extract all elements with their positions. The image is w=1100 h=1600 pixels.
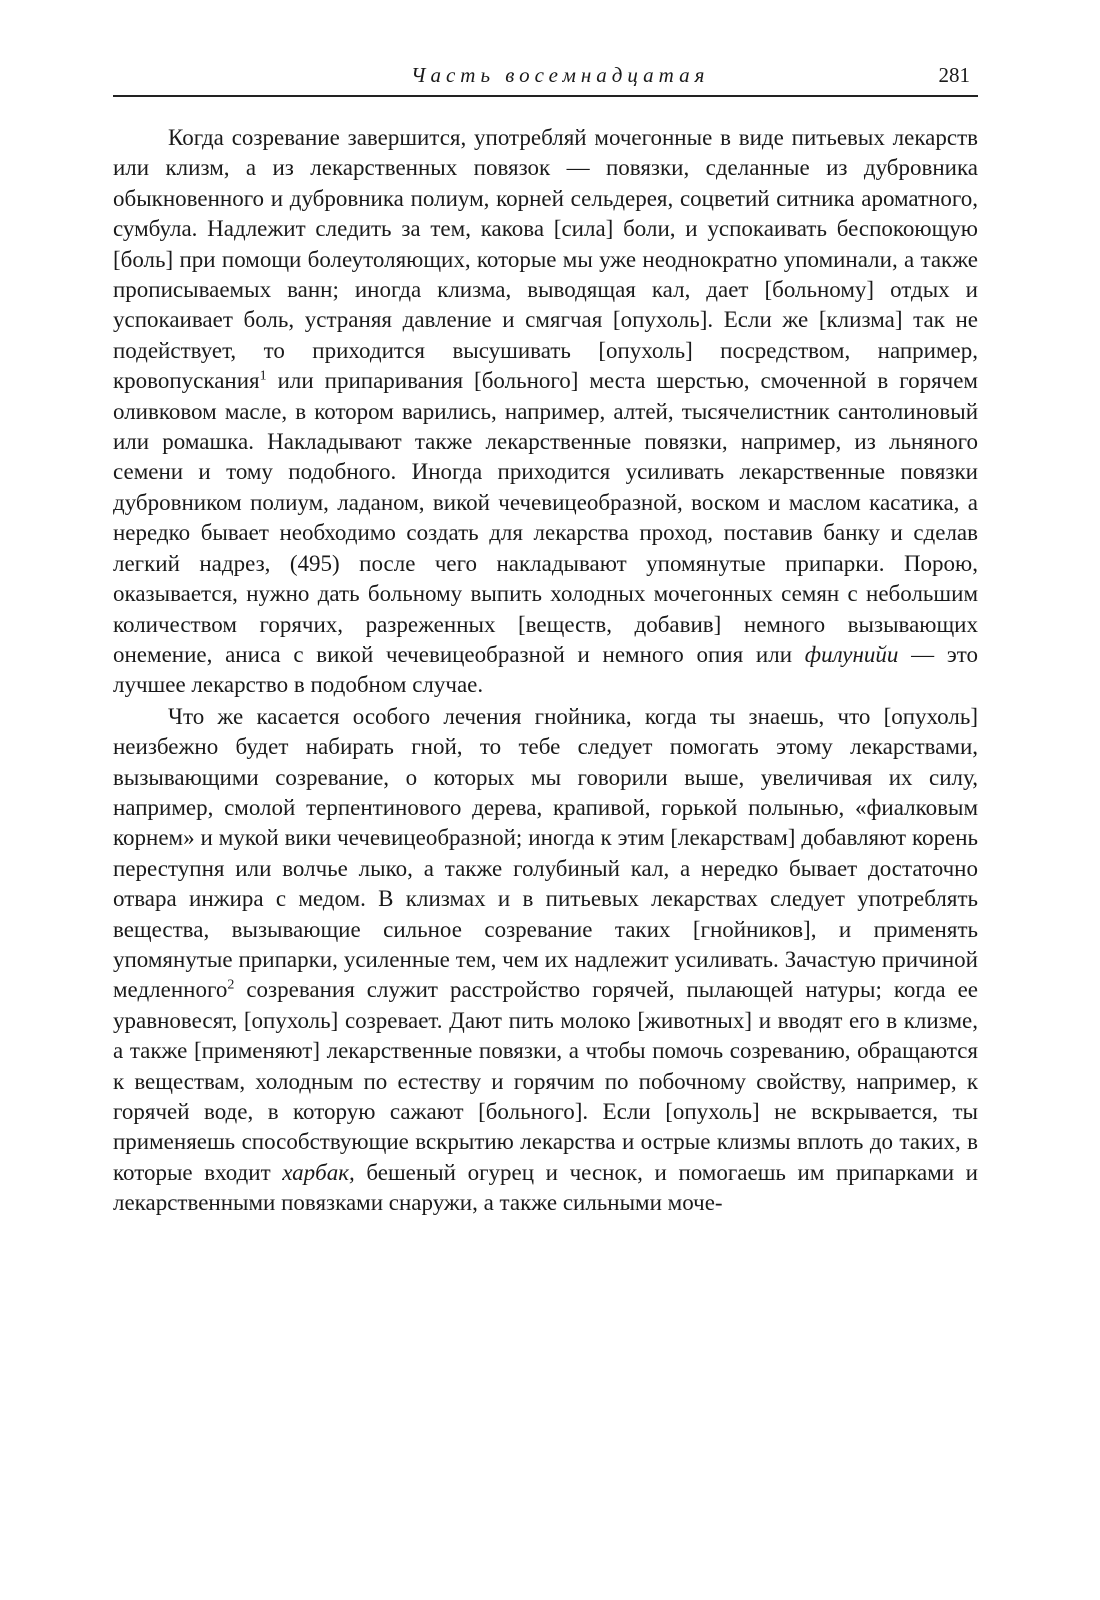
- footnote-ref: 2: [227, 977, 235, 993]
- text-run: бешеный огурец и чеснок, и помогаешь им припарками и лекарственными повязками снаружи, а также сильными моче-: [113, 1159, 978, 1216]
- page-number: 281: [938, 63, 970, 87]
- body-text: [113, 123, 978, 1219]
- paragraph: [113, 123, 978, 701]
- text-run: — это лучшее лекарство в подобном случае.: [113, 641, 978, 698]
- header-rule: [113, 95, 978, 97]
- text-run: или припаривания [больного] места шерстью, смоченной в горячем оливковом масле, в котором варились, например, алтей, тысячелистник сантолиновый или ромашка. Накладывают также лекарственные повязки, например, из льняного семени и тому подобного. Иногда приходится усиливать лекарственные повязки дубровником полиум, ладаном, викой чечевицеобразной, воском и маслом касатика, а нередко бывает необходимо создать для лекарства проход, поставив банку и сделав легкий надрез, (495) после чего накладывают упомянутые припарки. Порою, оказывается, нужно дать больному выпить холодных мочегонных семян с небольшим количеством горячих, разреженных [веществ, добавив] немного вызывающих онемение, аниса с викой чечевицеобразной и немного опия или: [113, 368, 978, 667]
- footnote-ref: 1: [259, 368, 267, 384]
- running-title: Часть восемнадцатая: [411, 63, 710, 87]
- italic-term: филунийи: [804, 641, 899, 667]
- text-run: созревания служит расстройство горячей, пылающей натуры; когда ее уравновесят, [опухоль] созревает. Дают пить молоко [животных] и вводят его в клизме, а также [применяют] лекарственные повязки, а чтобы помочь созреванию, обращаются к веществам, холодным по естеству и горячим по побочному свойству, например, к горячей воде, в которую сажают [больного]. Если [опухоль] не вскрывается, ты применяешь способствующие вскрытию лекарства и острые клизмы вплоть до таких, в которые входит: [113, 977, 978, 1185]
- italic-term: харбак,: [282, 1159, 355, 1185]
- running-header: [113, 62, 978, 92]
- text-run: Что же касается особого лечения гнойника, когда ты знаешь, что [опухоль] неизбежно будет набирать гной, то тебе следует помогать этому лекарствами, вызывающими созревание, о которых мы говорили выше, увеличивая их силу, например, смолой терпентинового дерева, крапивой, горькой полынью, «фиалковым корнем» и мукой вики чечевицеобразной; иногда к этим [лекарствам] добавляют корень переступня или волчье лыко, а также голубиный кал, а нередко бывает достаточно отвара инжира с медом. В клизмах и в питьевых лекарствах следует употреблять вещества, вызывающие сильное созревание таких [гнойников], и применять упомянутые припарки, усиленные тем, чем их надлежит усиливать. Зачастую причиной медленного: [113, 703, 978, 1003]
- text-run: Когда созревание завершится, употребляй мочегонные в виде питьевых лекарств или клизм, а из лекарственных повязок — повязки, сделанные из дубровника обыкновенного и дубровника полиум, корней сельдерея, соцветий ситника ароматного, сумбула. Надлежит следить за тем, какова [сила] боли, и успокаивать беспокоющую [боль] при помощи болеутоляющих, которые мы уже неоднократно упоминали, а также прописываемых ванн; иногда клизма, выводящая кал, дает [больному] отдых и успокаивает боль, устраняя давление и смягчая [опухоль]. Если же [клизма] так не подействует, то приходится высушивать [опухоль] посредством, например, кровопускания: [113, 125, 978, 394]
- paragraph: [113, 702, 978, 1219]
